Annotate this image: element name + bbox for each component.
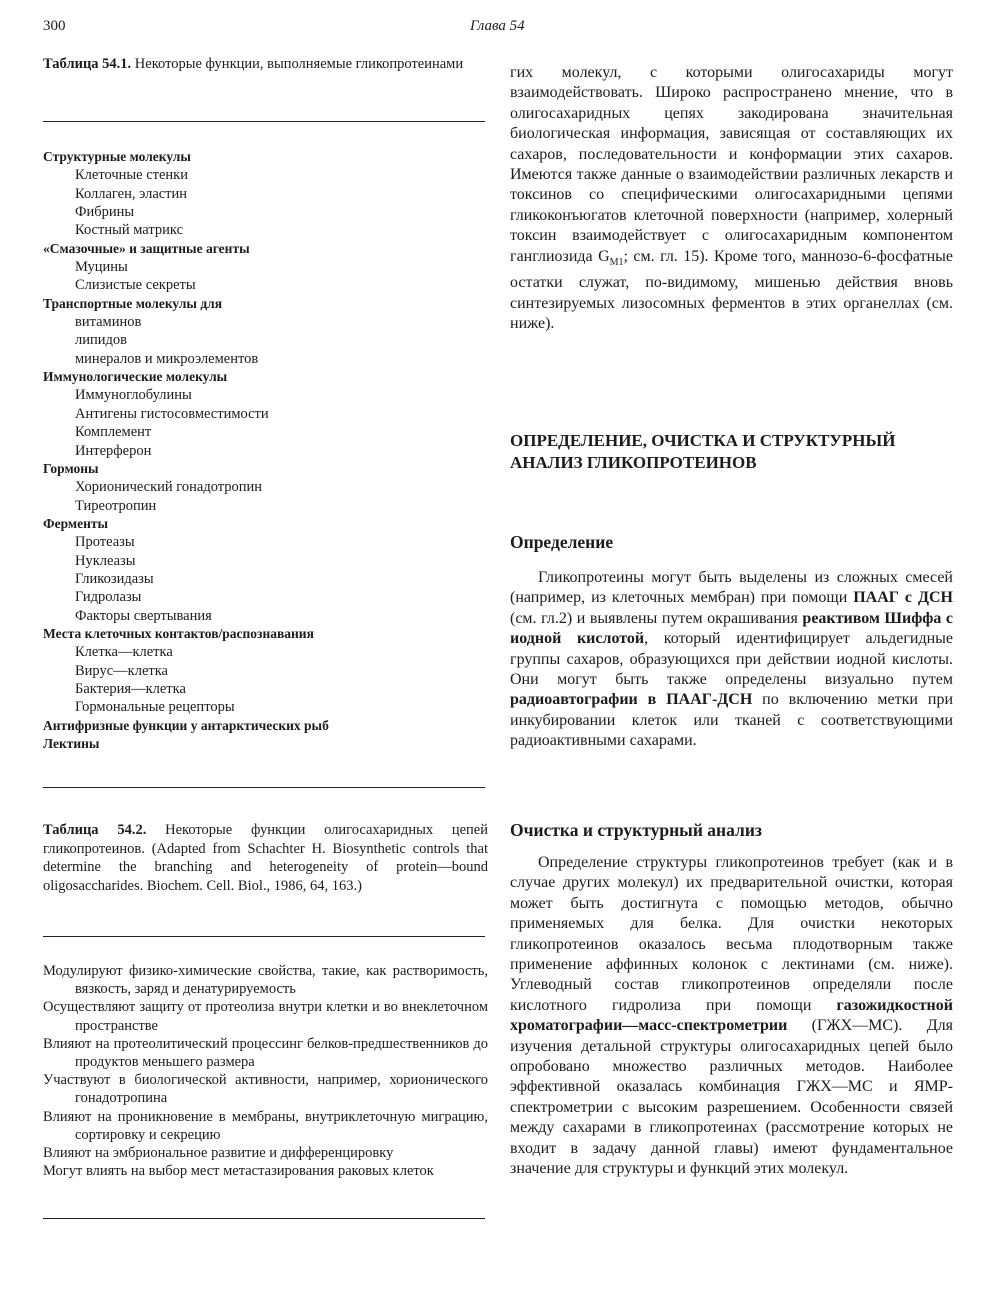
table-item: витаминов <box>75 314 142 331</box>
table-item: Костный матрикс <box>75 222 183 239</box>
function-item: Влияют на эмбриональное развитие и дифференцировку <box>43 1145 394 1162</box>
table-item: Комплемент <box>75 424 152 441</box>
table-54-2-caption <box>43 821 488 895</box>
table-item: Коллаген, эластин <box>75 185 188 202</box>
table-category: Лектины <box>43 736 100 751</box>
function-item: Участвуют в биологической активности, например, хорионического гонадотропина <box>43 1072 488 1107</box>
table-category: Ферменты <box>43 515 109 531</box>
section-title: ОПРЕДЕЛЕНИЕ, ОЧИСТКА И СТРУКТУРНЫЙ АНАЛИЗ ГЛИКОПРОТЕИНОВ <box>510 431 896 472</box>
table-category: Гормоны <box>43 460 99 476</box>
paragraph-purification: Определение структуры гликопротеинов требует (как и в случае других молекул) их предварительной очистки, которая может быть достигнута с помощью методов, обычно применяемых для белка. Для очистки некоторых гликопротеинов оказалось весьма плодотворным также применение аффинных колонок с лектинами (см. ниже). Углеводный состав гликопротеинов определяли после кислотного гидролиза при помощи газожидкостной хроматографии—масс-спектрометрии (ГЖХ—МС). Для изучения детальной структуры олигосахаридных цепей было опробовано множество различных методов. Наиболее эффективной оказалась комбинация ГЖХ—МС и ЯМР-спектрометрии с высоким разрешением. Особенности связей между сахарами в гликопротеинах (рассмотрение которых не входит в задачу данной главы) имеют фундаментальное значение для структуры и функций этих молекул. <box>510 854 953 1178</box>
table-category: «Смазочные» и защитные агенты <box>43 240 250 256</box>
table-item: Бактерия—клетка <box>75 680 186 697</box>
table-item: Вирус—клетка <box>75 662 168 679</box>
table-item: Антигены гистосовместимости <box>75 405 269 422</box>
function-item: Модулируют физико-химические свойства, такие, как растворимость, вязкость, заряд и денатурируемость <box>43 963 488 998</box>
table-54-1-caption <box>43 55 488 74</box>
table-54-2-bottom-rule <box>43 1218 485 1219</box>
subsection-purification-title: Очистка и структурный анализ <box>510 820 762 840</box>
table-item: Муцины <box>75 259 128 276</box>
table-54-2-label: Таблица 54.2. <box>43 822 147 838</box>
function-item: Могут влиять на выбор мест метастазирования раковых клеток <box>43 1163 434 1180</box>
table-category: Структурные молекулы <box>43 149 191 164</box>
paragraph-definition: Гликопротеины могут быть выделены из сложных смесей (например, из клеточных мембран) при помощи ПААГ с ДСН (см. гл.2) и выявлены путем окрашивания реактивом Шиффа с иодной кислотой, который идентифицирует альдегидные группы сахаров, образующихся при действии иодной кислоты. Они могут быть также определены визуально путем радиоавтографии в ПААГ-ДСН по включению метки при инкубировании клеток или тканей с соответствующими радиоактивными сахарами. <box>510 569 953 750</box>
paragraph-intro: гих молекул, с которыми олигосахариды могут взаимодействовать. Широко распространено мнение, что в олигосахаридных цепях закодирована значительная биологическая информация, зависящая от составляющих их сахаров, последовательности и конформации этих сахаров. Имеются также данные о взаимодействии различных лекарств и токсинов со специфическими олигосахаридными цепями гликоконъюгатов клеточной поверхности (например, холерный токсин взаимодействует с олигосахаридным компонентом ганглиозида $G_{M1}$; см. гл. 15). Кроме того, маннозо-6-фосфатные остатки служат, по-видимому, мишенью действия вновь синтезируемых лизосомных ферментов в этих органеллах (см. ниже). <box>510 64 954 333</box>
table-54-2-top-rule <box>43 936 485 937</box>
function-item: Влияют на протеолитический процессинг белков-предшественников до продуктов меньшего размера <box>43 1035 488 1071</box>
table-item: Тиреотропин <box>75 497 157 514</box>
function-item: Осуществляют защиту от протеолиза внутри клетки и во внеклеточном пространстве <box>43 999 488 1034</box>
table-54-1-bottom-rule <box>43 787 485 788</box>
table-item: Клетка—клетка <box>75 644 173 661</box>
chapter-header: Глава 54 <box>470 18 525 34</box>
table-item: Гликозидазы <box>75 570 154 587</box>
table-category: Антифризные функции у антарктических рыб <box>43 717 329 733</box>
table-category: Места клеточных контактов/распознавания <box>43 625 314 641</box>
table-item: Нуклеазы <box>75 552 136 569</box>
table-item: Факторы свертывания <box>75 607 212 624</box>
table-item: Слизистые секреты <box>75 277 196 294</box>
table-item: Фибрины <box>75 204 135 221</box>
table-54-1-list <box>43 148 488 753</box>
table-54-1-label: Таблица 54.1. <box>43 56 132 72</box>
function-item: Влияют на проникновение в мембраны, внутриклеточную миграцию, сортировку и секрецию <box>43 1108 488 1143</box>
table-item: Клеточные стенки <box>75 167 188 184</box>
page-number: 300 <box>43 18 66 34</box>
table-item: Протеазы <box>75 534 135 551</box>
table-category: Транспортные молекулы для <box>43 295 223 311</box>
table-54-2-list <box>43 962 488 1180</box>
subsection-definition-title: Определение <box>510 532 614 552</box>
table-54-1-caption-text: Некоторые функции, выполняемые гликопротеинами <box>134 56 464 72</box>
table-item: Гормональные рецепторы <box>75 699 235 716</box>
table-item: Хорионический гонадотропин <box>75 479 263 496</box>
table-category: Иммунологические молекулы <box>43 369 228 385</box>
table-item: Гидролазы <box>75 589 142 606</box>
table-54-1-top-rule <box>43 121 485 122</box>
table-item: Иммуноглобулины <box>75 387 192 404</box>
table-item: липидов <box>75 332 127 349</box>
table-54-2-caption-text: Некоторые функции олигосахаридных цепей гликопротеинов. (Adapted from Schachter H. Biosynthetic controls that determine the branching and heterogeneity of protein—bound oligosaccharides. Biochem. Cell. Biol., 1986, 64, 163.) <box>43 822 488 894</box>
table-item: Интерферон <box>75 442 152 459</box>
table-item: минералов и микроэлементов <box>75 350 259 367</box>
